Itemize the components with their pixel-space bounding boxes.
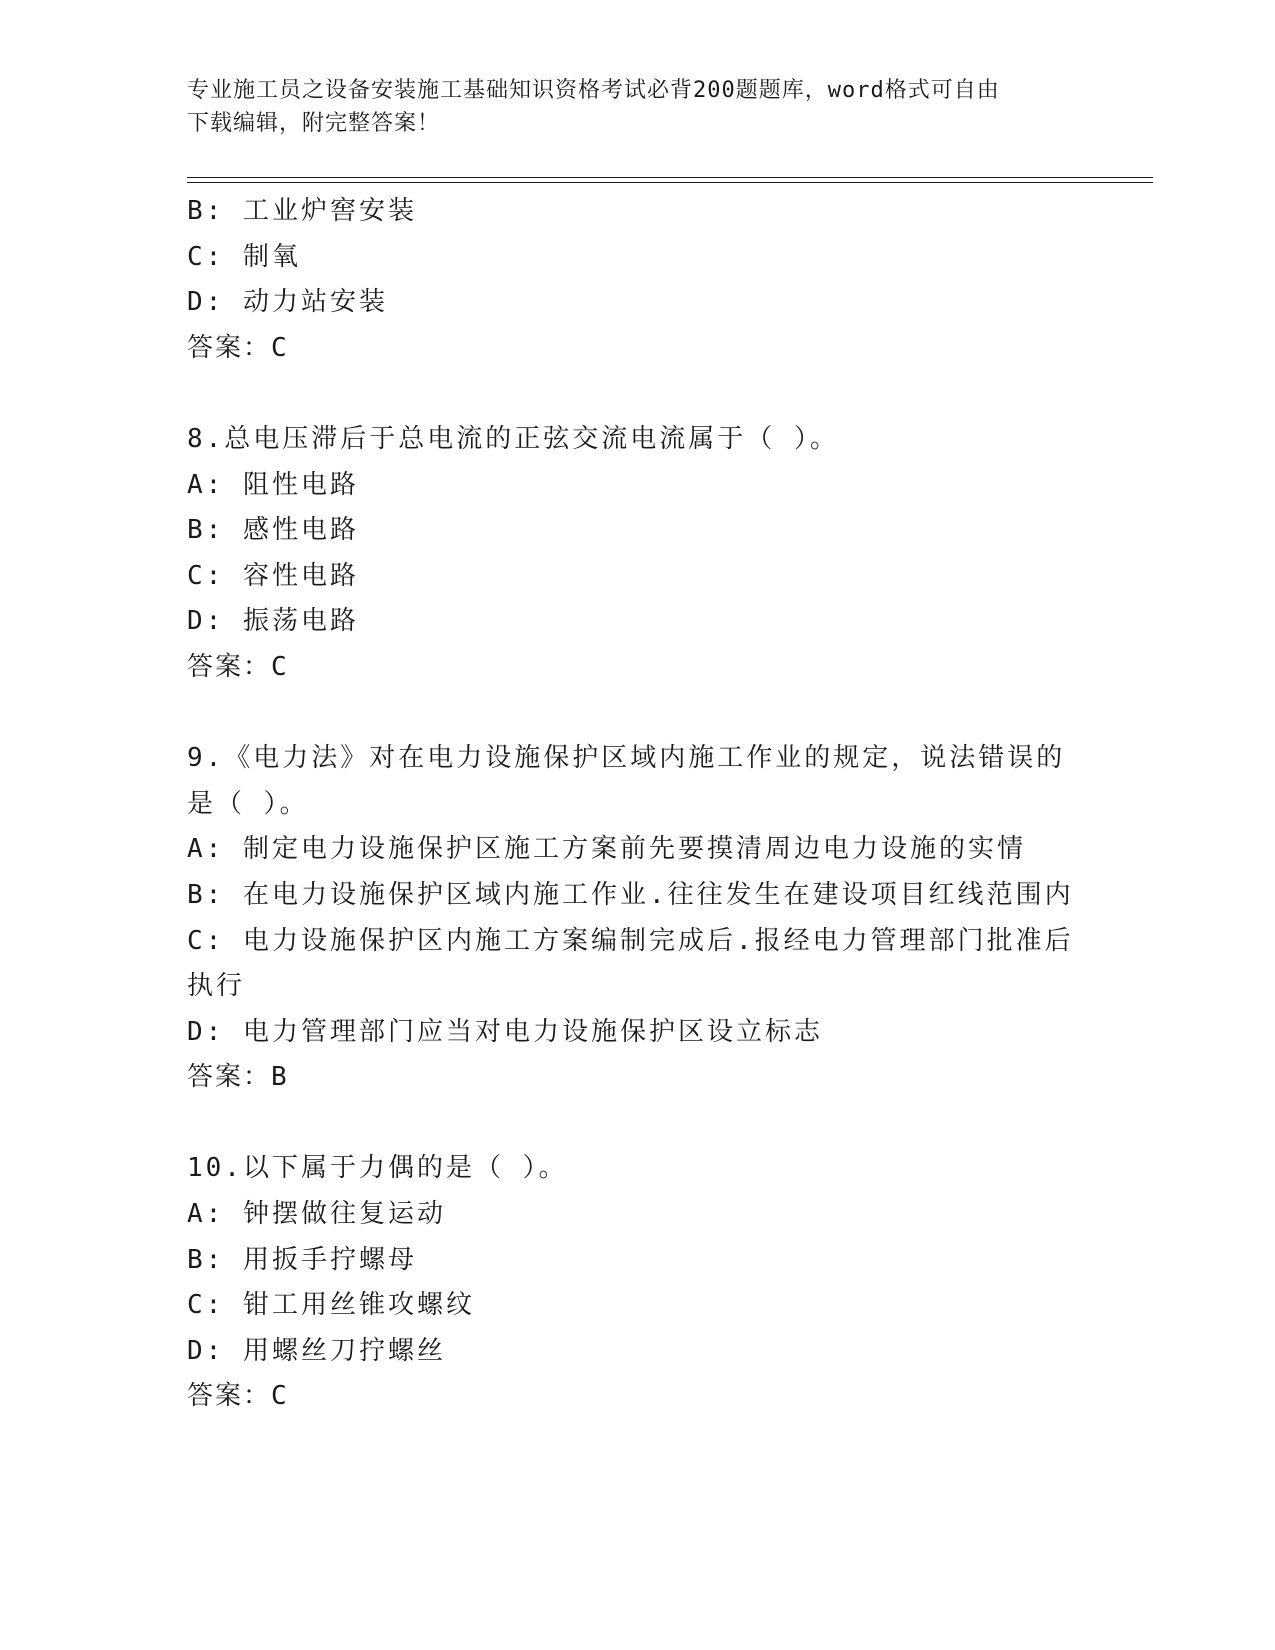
- option-c-continued: 执行: [187, 971, 246, 1002]
- option-d: D: 动力站安装: [187, 287, 388, 318]
- header-line-1: 专业施工员之设备安装施工基础知识资格考试必背200题题库，word格式可自由: [187, 78, 1000, 103]
- question-stem: 8.总电压滞后于总电流的正弦交流电流属于（ ）。: [187, 423, 839, 454]
- spacer: [187, 371, 1067, 417]
- option-d: D: 振荡电路: [187, 606, 359, 637]
- spacer: [187, 691, 1067, 737]
- option-a: A: 阻性电路: [187, 469, 359, 500]
- question-stem: 10.以下属于力偶的是（ ）。: [187, 1153, 568, 1184]
- answer-line: 答案：C: [187, 1381, 289, 1412]
- question-block-8: [187, 417, 1067, 691]
- question-block-7: [187, 189, 1067, 371]
- option-b: B: 在电力设施保护区域内施工作业.往往发生在建设项目红线范围内: [187, 879, 1074, 910]
- page-header: [187, 74, 1067, 140]
- option-a: A: 钟摆做往复运动: [187, 1199, 446, 1230]
- question-block-9: [187, 736, 1074, 1101]
- option-d: D: 用螺丝刀拧螺丝: [187, 1335, 446, 1366]
- header-divider-top: [187, 177, 1153, 178]
- header-divider-bottom: [187, 182, 1153, 183]
- option-a: A: 制定电力设施保护区施工方案前先要摸清周边电力设施的实情: [187, 834, 1026, 865]
- answer-line: 答案：C: [187, 332, 289, 363]
- option-c: C: 制氧: [187, 241, 301, 272]
- option-b: B: 感性电路: [187, 515, 359, 546]
- option-b: B: 工业炉窖安装: [187, 196, 417, 226]
- question-stem-line-2: 是（ ）。: [187, 788, 309, 819]
- answer-line: 答案：B: [187, 1062, 289, 1093]
- question-stem-line-1: 9.《电力法》对在电力设施保护区域内施工作业的规定，说法错误的: [187, 743, 1066, 774]
- answer-line: 答案：C: [187, 651, 289, 682]
- option-b: B: 用扳手拧螺母: [187, 1244, 417, 1275]
- question-block-10: [187, 1146, 1067, 1420]
- header-line-2: 下载编辑，附完整答案！: [187, 111, 441, 136]
- option-c: C: 电力设施保护区内施工方案编制完成后.报经电力管理部门批准后: [187, 925, 1074, 956]
- option-d: D: 电力管理部门应当对电力设施保护区设立标志: [187, 1016, 823, 1047]
- spacer: [187, 1101, 1067, 1147]
- question-list: [187, 189, 1074, 1420]
- option-c: C: 钳工用丝锥攻螺纹: [187, 1290, 475, 1321]
- option-c: C: 容性电路: [187, 560, 359, 591]
